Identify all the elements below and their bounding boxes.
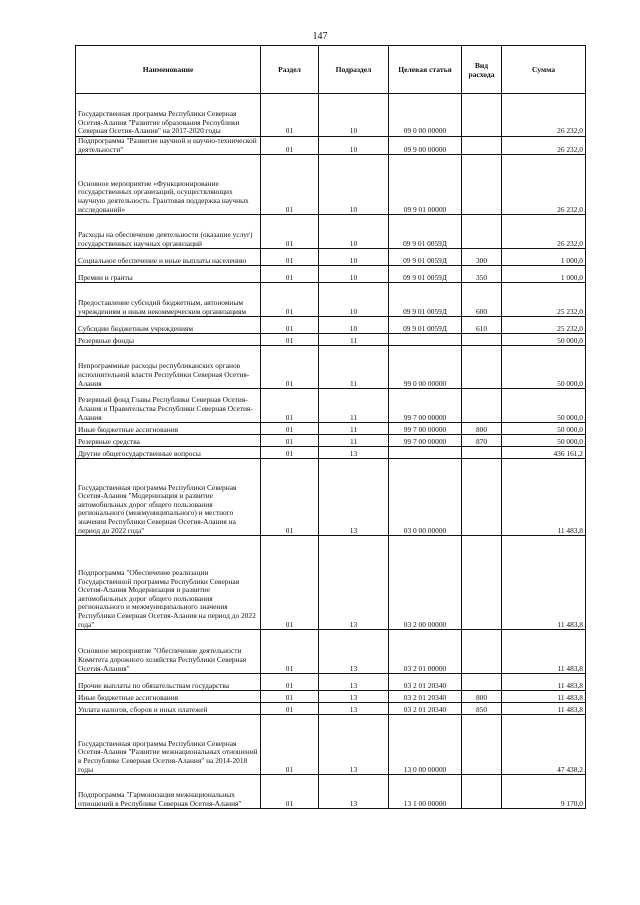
table-cell-razdel: 01 [261, 334, 319, 346]
table-cell-name: Премии и гранты [76, 266, 261, 283]
table-cell-razdel: 01 [261, 435, 319, 447]
table-cell-vid: 350 [462, 266, 502, 283]
table-cell-name: Расходы на обеспечение деятельности (оказание услуг) государственных научных организаций [76, 215, 261, 249]
table-cell-podrazdel: 13 [319, 703, 389, 715]
table-cell-statya: 99 0 00 00000 [389, 346, 462, 389]
table-cell-razdel: 01 [261, 459, 319, 536]
table-cell-name: Непрограммные расходы республиканских органов исполнительной власти Республики Северная Осетия-Алания [76, 346, 261, 389]
table-row [76, 423, 586, 435]
table-row [76, 266, 586, 283]
table-cell-vid [462, 447, 502, 459]
table-cell-name: Уплата налогов, сборов и иных платежей [76, 703, 261, 715]
table-row [76, 155, 586, 215]
table-cell-vid [462, 674, 502, 691]
table-cell-name: Предоставление субсидий бюджетным, автономным учреждениям и иным некоммерческим организациям [76, 283, 261, 317]
table-row [76, 334, 586, 346]
table-cell-name: Основное мероприятие "Обеспечение деятельности Комитета дорожного хозяйства Республики Северная Осетия-Алания" [76, 630, 261, 674]
table-row [76, 435, 586, 447]
table-cell-statya: 09 9 01 0059Д [389, 215, 462, 249]
table-cell-vid [462, 389, 502, 423]
table-cell-razdel: 01 [261, 283, 319, 317]
table-row [76, 215, 586, 249]
table-cell-name: Субсидии бюджетным учреждениям [76, 317, 261, 334]
table-cell-statya: 03 2 01 20340 [389, 691, 462, 703]
table-cell-podrazdel: 10 [319, 155, 389, 215]
table-cell-razdel: 01 [261, 137, 319, 155]
table-cell-name: Подпрограмма "Гармонизация межнациональных отношений в Республике Северная Осетия-Алания" [76, 775, 261, 809]
table-cell-razdel: 01 [261, 703, 319, 715]
table-cell-vid [462, 459, 502, 536]
table-cell-razdel: 01 [261, 266, 319, 283]
table-row [76, 691, 586, 703]
table-cell-summa: 26 232,0 [502, 94, 586, 137]
table-cell-name: Резервные средства [76, 435, 261, 447]
table-cell-statya: 03 0 00 00000 [389, 459, 462, 536]
table-cell-vid [462, 94, 502, 137]
table-cell-summa: 11 483,8 [502, 459, 586, 536]
table-cell-vid [462, 630, 502, 674]
table-cell-statya: 09 9 01 0059Д [389, 266, 462, 283]
table-cell-statya [389, 334, 462, 346]
table-cell-podrazdel: 13 [319, 715, 389, 775]
table-cell-podrazdel: 13 [319, 536, 389, 630]
table-cell-statya: 03 2 01 00000 [389, 630, 462, 674]
table-cell-summa: 11 483,8 [502, 691, 586, 703]
table-cell-razdel: 01 [261, 447, 319, 459]
table-cell-statya [389, 447, 462, 459]
table-cell-podrazdel: 13 [319, 630, 389, 674]
table-cell-razdel: 01 [261, 249, 319, 266]
table-row [76, 389, 586, 423]
table-row [76, 346, 586, 389]
table-cell-summa: 50 000,0 [502, 334, 586, 346]
table-cell-name: Государственная программа Республики Северная Осетия-Алания "Развитие образования Республики Северная Осетия-Алания" на 2017-2020 годы [76, 94, 261, 137]
table-row [76, 447, 586, 459]
table-cell-name: Иные бюджетные ассигнования [76, 423, 261, 435]
table-row [76, 674, 586, 691]
table-cell-podrazdel: 11 [319, 334, 389, 346]
table-cell-vid [462, 346, 502, 389]
table-cell-razdel: 01 [261, 155, 319, 215]
table-cell-summa: 26 232,0 [502, 215, 586, 249]
table-row [76, 703, 586, 715]
table-cell-summa: 11 483,8 [502, 536, 586, 630]
column-header-name: Наименование [76, 46, 261, 94]
table-cell-statya: 13 0 00 00000 [389, 715, 462, 775]
table-cell-razdel: 01 [261, 94, 319, 137]
table-cell-razdel: 01 [261, 715, 319, 775]
table-cell-podrazdel: 11 [319, 346, 389, 389]
page-number: 147 [312, 31, 328, 42]
table-cell-vid: 300 [462, 249, 502, 266]
table-cell-name: Другие общегосударственные вопросы [76, 447, 261, 459]
table-cell-razdel: 01 [261, 423, 319, 435]
table-cell-summa: 11 483,8 [502, 703, 586, 715]
table-cell-razdel: 01 [261, 674, 319, 691]
column-header-podrazdel: Подраздел [319, 46, 389, 94]
table-cell-summa: 11 483,8 [502, 630, 586, 674]
budget-table [75, 45, 586, 809]
table-cell-name: Государственная программа Республики Северная Осетия-Алания "Развитие межнациональных отношений в Республике Северная Осетия-Алания" на 2014-2018 годы [76, 715, 261, 775]
table-cell-summa: 9 170,0 [502, 775, 586, 809]
table-cell-name: Основное мероприятие «Функционирование государственных организаций, осуществляющих научную деятельность. Грантовая поддержка научных исследований» [76, 155, 261, 215]
table-cell-razdel: 01 [261, 317, 319, 334]
table-cell-vid [462, 334, 502, 346]
table-cell-statya: 99 7 00 00000 [389, 389, 462, 423]
table-cell-name: Иные бюджетные ассигнования [76, 691, 261, 703]
table-cell-statya: 99 7 00 00000 [389, 435, 462, 447]
table-cell-razdel: 01 [261, 215, 319, 249]
table-cell-summa: 26 232,0 [502, 155, 586, 215]
table-cell-vid [462, 775, 502, 809]
table-row [76, 630, 586, 674]
table-row [76, 249, 586, 266]
table-row [76, 775, 586, 809]
table-cell-podrazdel: 10 [319, 94, 389, 137]
table-cell-razdel: 01 [261, 346, 319, 389]
table-cell-podrazdel: 13 [319, 775, 389, 809]
table-cell-vid [462, 536, 502, 630]
table-cell-name: Подпрограмма "Развитие научной и научно-технической деятельности" [76, 137, 261, 155]
table-cell-podrazdel: 13 [319, 691, 389, 703]
table-cell-summa: 11 483,8 [502, 674, 586, 691]
table-cell-summa: 1 000,0 [502, 249, 586, 266]
table-cell-statya: 03 2 01 20340 [389, 674, 462, 691]
table-cell-name: Прочие выплаты по обязательствам государства [76, 674, 261, 691]
table-cell-vid: 600 [462, 283, 502, 317]
table-cell-podrazdel: 10 [319, 266, 389, 283]
table-cell-vid: 800 [462, 691, 502, 703]
table-cell-razdel: 01 [261, 536, 319, 630]
table-cell-name: Государственная программа Республики Северная Осетия-Алания "Модернизация и развитие автомобильных дорог общего пользования регионального (межмуниципального) и местного значения Республики Северная Осетия-Алания на период до 2022 года" [76, 459, 261, 536]
table-cell-name: Подпрограмма "Обеспечение реализации Государственной программы Республики Северная Осетия-Алания Модернизация и развитие автомобильных дорог общего пользования регионального и межмуниципального значения Республики Северная Осетия-Алания на период до 2022 года" [76, 536, 261, 630]
table-cell-podrazdel: 10 [319, 137, 389, 155]
table-cell-name: Резервные фонды [76, 334, 261, 346]
table-cell-podrazdel: 10 [319, 317, 389, 334]
table-cell-summa: 436 161,2 [502, 447, 586, 459]
table-cell-podrazdel: 11 [319, 389, 389, 423]
table-cell-podrazdel: 10 [319, 249, 389, 266]
table-cell-name: Социальное обеспечение и иные выплаты населению [76, 249, 261, 266]
table-cell-razdel: 01 [261, 775, 319, 809]
table-cell-summa: 50 000,0 [502, 435, 586, 447]
table-row [76, 459, 586, 536]
table-cell-summa: 50 000,0 [502, 346, 586, 389]
table-row [76, 94, 586, 137]
table-cell-statya: 09 0 00 00000 [389, 94, 462, 137]
column-header-summa: Сумма [502, 46, 586, 94]
table-cell-podrazdel: 13 [319, 459, 389, 536]
table-cell-podrazdel: 11 [319, 423, 389, 435]
table-cell-statya: 03 2 00 00000 [389, 536, 462, 630]
table-cell-podrazdel: 11 [319, 435, 389, 447]
table-cell-statya: 09 9 01 0059Д [389, 283, 462, 317]
table-cell-vid: 800 [462, 423, 502, 435]
table-cell-summa: 25 232,0 [502, 317, 586, 334]
table-cell-statya: 03 2 01 20340 [389, 703, 462, 715]
table-cell-statya: 09 9 01 00000 [389, 155, 462, 215]
table-cell-podrazdel: 13 [319, 447, 389, 459]
table-cell-razdel: 01 [261, 630, 319, 674]
table-row [76, 283, 586, 317]
table-cell-statya: 09 9 01 0059Д [389, 317, 462, 334]
table-cell-razdel: 01 [261, 389, 319, 423]
table-cell-vid [462, 137, 502, 155]
table-cell-razdel: 01 [261, 691, 319, 703]
table-cell-statya: 09 9 00 00000 [389, 137, 462, 155]
table-row [76, 536, 586, 630]
table-cell-statya: 13 1 00 00000 [389, 775, 462, 809]
table-cell-vid: 850 [462, 703, 502, 715]
table-cell-vid: 610 [462, 317, 502, 334]
table-cell-vid [462, 215, 502, 249]
table-cell-vid: 870 [462, 435, 502, 447]
table-cell-summa: 47 438,2 [502, 715, 586, 775]
table-cell-statya: 09 9 01 0059Д [389, 249, 462, 266]
table-header-row [76, 46, 586, 94]
table-cell-summa: 1 000,0 [502, 266, 586, 283]
table-cell-podrazdel: 10 [319, 283, 389, 317]
table-cell-vid [462, 715, 502, 775]
table-row [76, 137, 586, 155]
table-cell-podrazdel: 13 [319, 674, 389, 691]
column-header-razdel: Раздел [261, 46, 319, 94]
table-cell-summa: 50 000,0 [502, 423, 586, 435]
table-cell-statya: 99 7 00 00000 [389, 423, 462, 435]
table-cell-summa: 25 232,0 [502, 283, 586, 317]
table-cell-vid [462, 155, 502, 215]
table-cell-summa: 26 232,0 [502, 137, 586, 155]
table-cell-name: Резервный фонд Главы Республики Северная Осетия-Алания и Правительства Республики Северная Осетия-Алания [76, 389, 261, 423]
table-cell-podrazdel: 10 [319, 215, 389, 249]
column-header-statya: Целевая статья [389, 46, 462, 94]
column-header-vid: Вид расхода [462, 46, 502, 94]
table-row [76, 317, 586, 334]
table-cell-summa: 50 000,0 [502, 389, 586, 423]
table-row [76, 715, 586, 775]
